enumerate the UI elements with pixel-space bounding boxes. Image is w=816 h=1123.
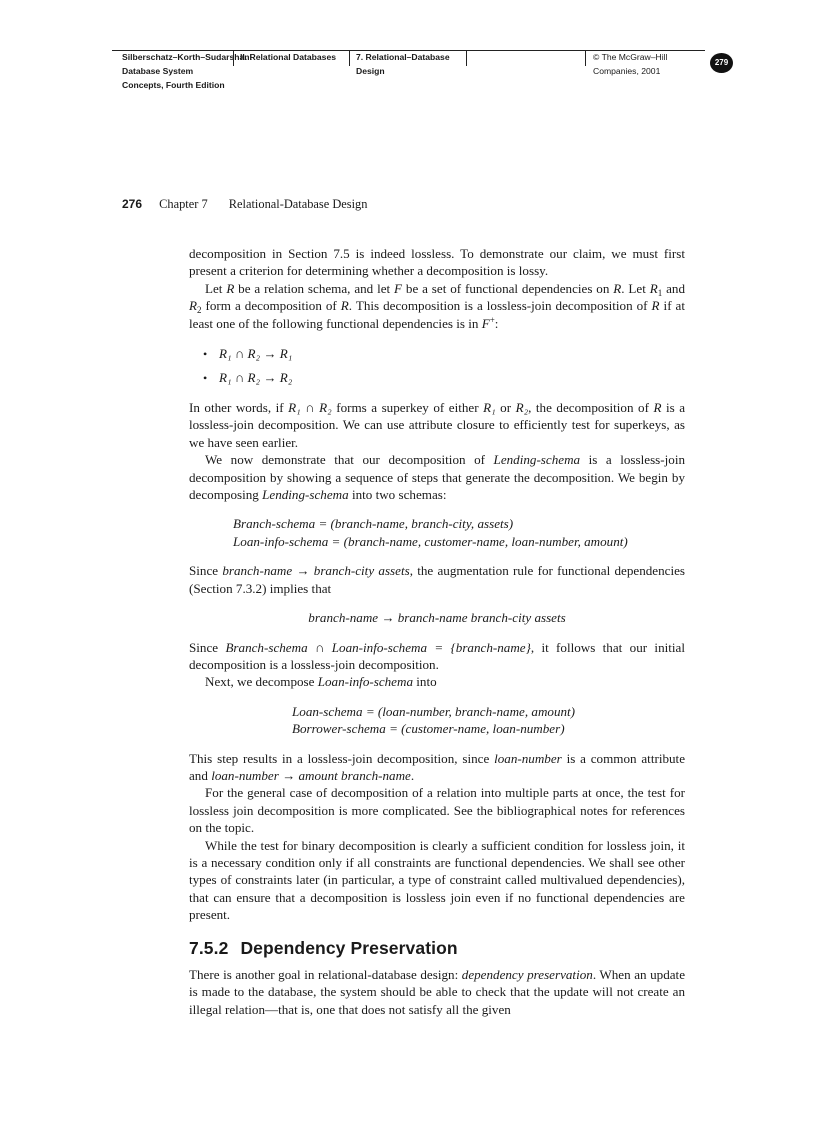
running-head [122,197,367,212]
paragraph: Next, we decompose Loan-info-schema into [205,674,437,690]
list-item: • R₁ ∩ R₂ → R₁ [203,342,685,366]
copyright-line: © The McGraw–Hill [593,52,668,62]
page-number: 276 [122,197,143,211]
part-label: II. Relational Databases [240,52,336,62]
paragraph: Since branch-name → branch-city assets, the augmentation rule for functional dependencies (Section 7.3.2) implies that [189,563,685,596]
book-title-line: Concepts, Fourth Edition [122,80,225,90]
section-heading [189,937,685,958]
book-title-line: Silberschatz–Korth–Sudarshan: [122,52,253,62]
running-chapter: Chapter 7 [159,197,208,211]
paragraph: Since Branch-schema ∩ Loan-info-schema = {branch-name}, it follows that our initial decomposition is a lossless-join decomposition. [189,639,685,672]
book-title-line: Database System [122,66,194,76]
header-copyright [593,50,667,106]
display-equation: branch-name → branch-name branch-city assets [308,610,566,626]
header-part [240,50,336,106]
paragraph: In other words, if R₁ ∩ R₂ forms a superkey of either R₁ or R₂, the decomposition of R is a lossless-join decomposition. We can use attribute closure to efficiently test for superkeys, as we have seen earlier. [189,400,686,450]
paragraph: For the general case of decomposition of a relation into multiple parts at once, the test for lossless join decomposition is more complicated. See the bibliographical notes for references on the topic. [189,785,685,836]
running-title: Relational-Database Design [228,197,368,211]
chapter-label-line: Design [356,66,385,76]
display-equation: Branch-schema = (branch-name, branch-city, assets) Loan-info-schema = (branch-name, customer-name, loan-number, amount) [233,516,628,549]
header-divider [349,50,350,66]
section-number: 7.5.2 [189,937,229,958]
fd-list [203,342,685,390]
bullet-icon: • [203,371,208,386]
paragraph: This step results in a lossless-join decomposition, since loan-number is a common attribute and loan-number → amount branch-name. [189,750,686,783]
header-book-title [122,50,252,106]
copyright-line: Companies, 2001 [593,66,661,76]
paragraph: decomposition in Section 7.5 is indeed lossless. To demonstrate our claim, we must first present a criterion for determining whether a decomposition is lossy. [189,246,685,279]
header-divider [585,50,586,66]
header-chapter [356,50,450,106]
paragraph: While the test for binary decomposition is clearly a sufficient condition for lossless join, it is a necessary condition only if all constraints are functional dependencies. We shall see other types of constraints later (in particular, a type of constraint called multivalued dependencies), that can ensure that a decomposition is lossless join even if no functional dependencies are present. [189,837,685,923]
paragraph: There is another goal in relational-database design: dependency preservation. When an update is made to the database, the system should be able to check that the update will not create an illegal relation—that is, one that does not satisfy all the given [189,967,686,1017]
header-divider [466,50,467,66]
section-title: Dependency Preservation [240,937,458,958]
paragraph: We now demonstrate that our decomposition of Lending-schema is a lossless-join decomposition by showing a sequence of steps that generate the decomposition. We begin by decomposing Lending-schema into two schemas: [189,452,685,503]
chapter-label-line: 7. Relational–Database [356,52,450,62]
pdf-page-badge: 279 [710,53,733,73]
paragraph: Let R be a relation schema, and let F be a set of functional dependencies on R. Let $R_1$ and $R_2$ form a decomposition of R. This decomposition is a lossless-join decomposition of R if at least one of the following functional dependencies is in F+: [189,280,686,331]
page-body [189,245,685,1018]
bullet-icon: • [203,347,208,362]
list-item: • R₁ ∩ R₂ → R₂ [203,366,685,390]
display-equation: Loan-schema = (loan-number, branch-name, amount) Borrower-schema = (customer-name, loan-number) [292,703,576,737]
